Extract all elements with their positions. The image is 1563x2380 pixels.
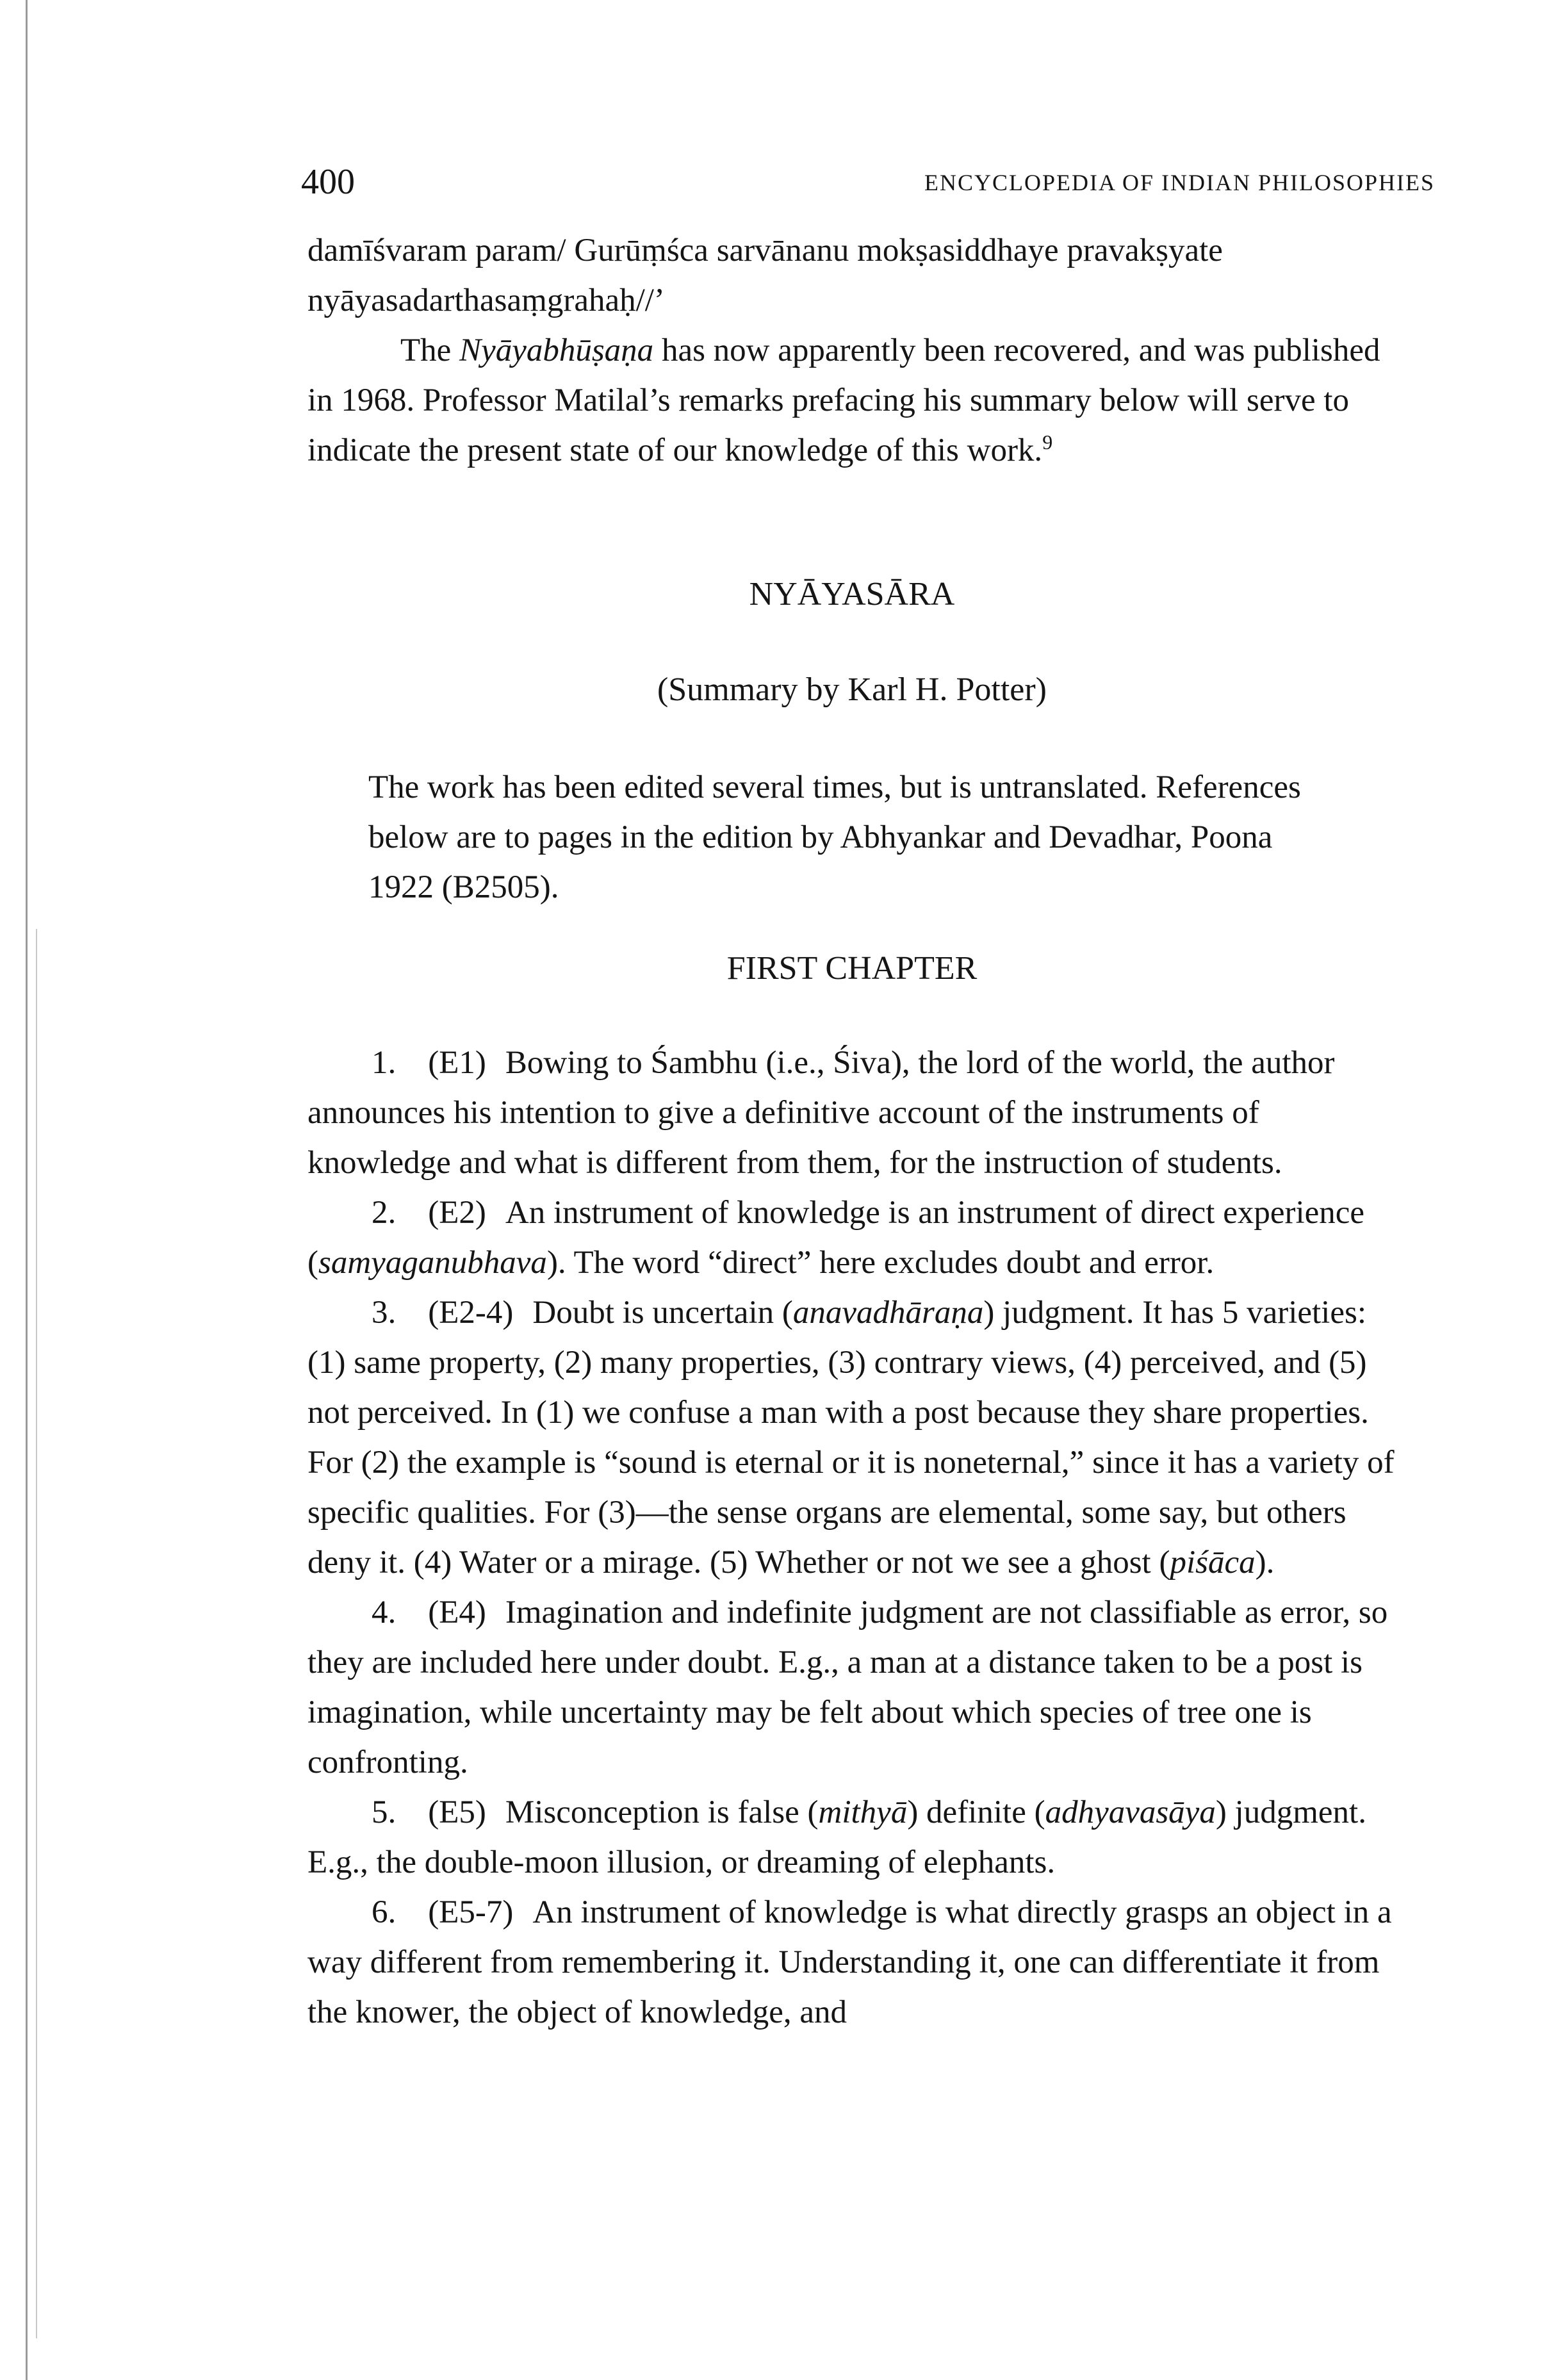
page-edge-line: [26, 0, 28, 2380]
paragraph-number: 5.: [372, 1794, 397, 1830]
paragraph-number: 1.: [372, 1045, 397, 1081]
work-title: Nyāyabhūṣaṇa: [459, 332, 654, 368]
sanskrit-term: samyaganubhava: [318, 1245, 547, 1281]
sanskrit-term: piśāca: [1170, 1545, 1256, 1580]
intro-text-before: The: [400, 332, 460, 368]
paragraph-text: ) judgment. E.g., the double-moon illusion, or dreaming of elephants.: [307, 1794, 1366, 1880]
running-head: ENCYCLOPEDIA OF INDIAN PHILOSOPHIES: [924, 170, 1435, 195]
paragraph-text: ).: [1255, 1545, 1275, 1580]
edition-reference: (E1): [428, 1045, 486, 1081]
chapter-heading: FIRST CHAPTER: [726, 950, 978, 987]
paragraph-text: Imagination and indefinite judgment are not classifiable as error, so they are included here under doubt. E.g., a man at a distance taken to be a post is imagination, while uncertainty may be felt about which species of tree one is confronting.: [307, 1595, 1388, 1780]
paragraph-number: 6.: [372, 1894, 397, 1930]
numbered-paragraph-1: [307, 1038, 1396, 1188]
page-edge-line-inner: [36, 929, 37, 2338]
page-header: [301, 161, 1435, 213]
verse-line-2: nyāyasadarthasaṃgrahaḥ//’: [307, 283, 665, 318]
edition-reference: (E4): [428, 1595, 486, 1630]
verse-line-1: damīśvaram param/ Gurūṃśca sarvānanu mokṣasiddhaye pravakṣyate: [307, 233, 1223, 268]
paragraph-text: An instrument of knowledge is what directly grasps an object in a way different from remembering it. Understanding it, one can differentiate it from the knower, the object of knowledge, and: [307, 1894, 1392, 2030]
paragraph-text: Bowing to Śambhu (i.e., Śiva), the lord of the world, the author announces his intention to give a definitive account of the instruments of knowledge and what is different from them, for the instruction of students.: [307, 1045, 1335, 1181]
edition-reference: (E2): [428, 1195, 486, 1231]
paragraph-text: An instrument of knowledge is an instrument of direct experience (: [307, 1195, 1365, 1281]
numbered-paragraph-3: [307, 1288, 1396, 1588]
page-number: 400: [301, 162, 355, 202]
edition-reference: (E2-4): [428, 1295, 514, 1331]
numbered-paragraph-6: [307, 1887, 1396, 2037]
section-subtitle: (Summary by Karl H. Potter): [657, 671, 1047, 708]
edition-reference: (E5): [428, 1794, 486, 1830]
sanskrit-term: anavadhāraṇa: [792, 1295, 984, 1331]
paragraph-text: Doubt is uncertain (: [532, 1295, 793, 1331]
paragraph-text: ). The word “direct” here excludes doubt and error.: [546, 1245, 1215, 1281]
intro-block: [307, 226, 1396, 475]
paragraph-number: 3.: [372, 1295, 397, 1331]
numbered-paragraph-2: [307, 1188, 1396, 1288]
numbered-paragraph-5: [307, 1787, 1396, 1887]
paragraph-number: 2.: [372, 1195, 397, 1231]
paragraph-text: Misconception is false (: [505, 1794, 819, 1830]
sanskrit-term: adhyavasāya: [1045, 1794, 1216, 1830]
numbered-paragraph-4: [307, 1588, 1396, 1787]
paragraph-text: ) definite (: [907, 1794, 1045, 1830]
intro-text-after: has now apparently been recovered, and was published in 1968. Professor Matilal’s remarks prefacing his summary below will serve to indicate the present state of our knowledge of this work.: [307, 332, 1380, 468]
section-title: NYĀYASĀRA: [749, 576, 955, 612]
paragraph-number: 4.: [372, 1595, 397, 1630]
chapter-body: [307, 1038, 1396, 2037]
intro-paragraph: [307, 325, 1396, 475]
edition-note: The work has been edited several times, but is untranslated. References below are to pages in the edition by Abhyankar and Devadhar, Poona 1922 (B2505).: [368, 769, 1301, 905]
edition-reference: (E5-7): [428, 1894, 514, 1930]
sanskrit-term: mithyā: [818, 1794, 908, 1830]
paragraph-text: ) judgment. It has 5 varieties: (1) same property, (2) many properties, (3) contrary views, (4) perceived, and (5) not perceived. In (1) we confuse a man with a post because they share properties. For (2) the example is “sound is eternal or it is noneternal,” since it has a variety of specific qualities. For (3)—the sense organs are elemental, some say, but others deny it. (4) Water or a mirage. (5) Whether or not we see a ghost (: [307, 1295, 1395, 1580]
footnote-marker: 9: [1042, 431, 1053, 454]
